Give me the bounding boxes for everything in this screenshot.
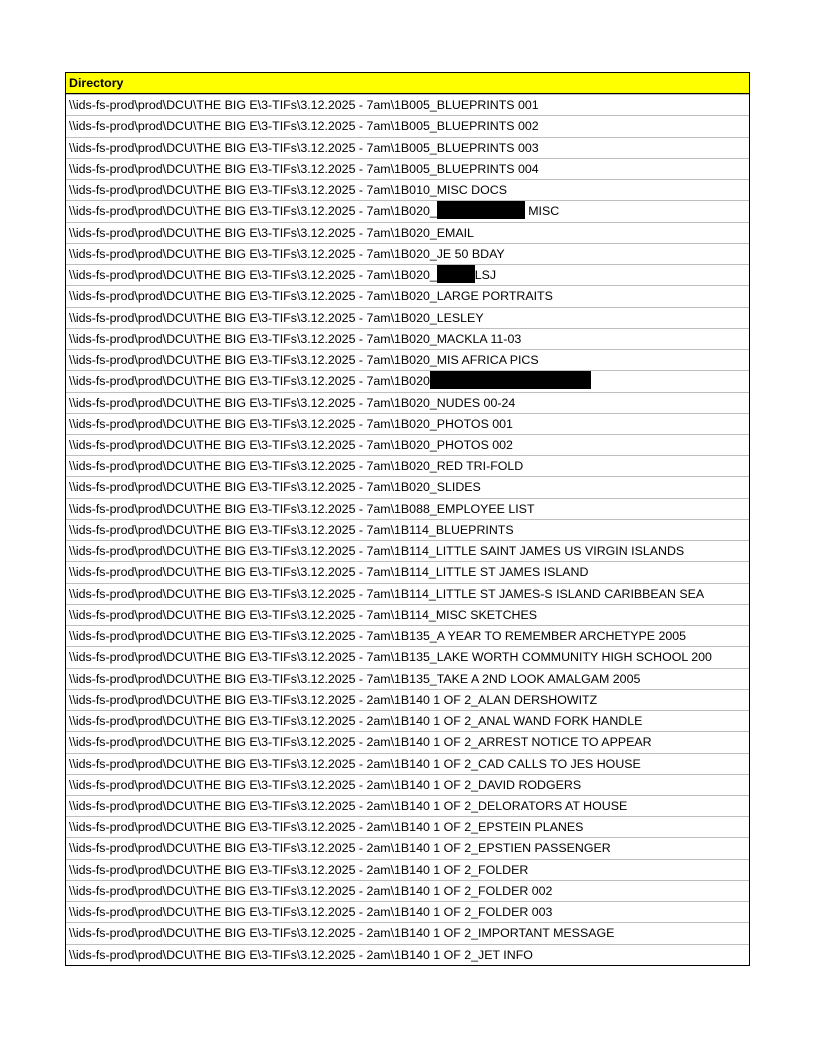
directory-path: \\ids-fs-prod\prod\DCU\THE BIG E\3-TIFs\3.12.2025 - 2am\1B140 1 OF 2_CAD CALLS TO JES HOUSE [69,756,641,771]
directory-path: \\ids-fs-prod\prod\DCU\THE BIG E\3-TIFs\3.12.2025 - 2am\1B140 1 OF 2_EPSTIEN PASSENGER [69,841,611,856]
table-row [66,137,749,158]
redaction-block [430,371,591,389]
directory-path: \\ids-fs-prod\prod\DCU\THE BIG E\3-TIFs\3.12.2025 - 7am\1B005_BLUEPRINTS 001 [69,98,539,113]
table-row [66,583,749,604]
table-row [66,200,749,221]
directory-path: \\ids-fs-prod\prod\DCU\THE BIG E\3-TIFs\3.12.2025 - 7am\1B114_LITTLE SAINT JAMES US VIRGIN ISLANDS [69,544,685,559]
table-row [66,328,749,349]
directory-path: \\ids-fs-prod\prod\DCU\THE BIG E\3-TIFs\3.12.2025 - 7am\1B005_BLUEPRINTS 002 [69,119,539,134]
table-row [66,901,749,922]
table-row [66,94,749,115]
table-row [66,816,749,837]
directory-path: \\ids-fs-prod\prod\DCU\THE BIG E\3-TIFs\3.12.2025 - 7am\1B020_EMAIL [69,225,474,240]
table-row [66,222,749,243]
table-row [66,710,749,731]
directory-path: \\ids-fs-prod\prod\DCU\THE BIG E\3-TIFs\3.12.2025 - 7am\1B020 [69,374,430,389]
table-row [66,519,749,540]
redaction-block [437,201,525,219]
table-row [66,540,749,561]
directory-path: \\ids-fs-prod\prod\DCU\THE BIG E\3-TIFs\3.12.2025 - 2am\1B140 1 OF 2_JET INFO [69,947,533,962]
directory-table [65,72,750,966]
table-row [66,392,749,413]
directory-path: \\ids-fs-prod\prod\DCU\THE BIG E\3-TIFs\3.12.2025 - 7am\1B010_MISC DOCS [69,183,507,198]
directory-path: \\ids-fs-prod\prod\DCU\THE BIG E\3-TIFs\3.12.2025 - 7am\1B135_LAKE WORTH COMMUNITY HIGH SCHOOL 200 [69,650,712,665]
table-row [66,115,749,136]
directory-path: \\ids-fs-prod\prod\DCU\THE BIG E\3-TIFs\3.12.2025 - 7am\1B114_MISC SKETCHES [69,607,538,622]
table-row [66,455,749,476]
directory-path: \\ids-fs-prod\prod\DCU\THE BIG E\3-TIFs\3.12.2025 - 7am\1B005_BLUEPRINTS 004 [69,161,539,176]
table-row [66,774,749,795]
directory-path: \\ids-fs-prod\prod\DCU\THE BIG E\3-TIFs\3.12.2025 - 2am\1B140 1 OF 2_ANAL WAND FORK HANDLE [69,714,643,729]
table-row [66,476,749,497]
directory-path: \\ids-fs-prod\prod\DCU\THE BIG E\3-TIFs\3.12.2025 - 7am\1B020_NUDES 00-24 [69,395,516,410]
table-row [66,434,749,455]
table-row [66,944,749,965]
table-row [66,158,749,179]
directory-path: \\ids-fs-prod\prod\DCU\THE BIG E\3-TIFs\3.12.2025 - 2am\1B140 1 OF 2_EPSTEIN PLANES [69,820,584,835]
redaction-block [437,265,475,283]
directory-path: \\ids-fs-prod\prod\DCU\THE BIG E\3-TIFs\3.12.2025 - 7am\1B020_ [69,268,437,283]
directory-path: \\ids-fs-prod\prod\DCU\THE BIG E\3-TIFs\3.12.2025 - 7am\1B020_LARGE PORTRAITS [69,289,553,304]
directory-path: \\ids-fs-prod\prod\DCU\THE BIG E\3-TIFs\3.12.2025 - 7am\1B020_MIS AFRICA PICS [69,353,539,368]
directory-path: \\ids-fs-prod\prod\DCU\THE BIG E\3-TIFs\3.12.2025 - 2am\1B140 1 OF 2_DELORATORS AT HOUSE [69,798,628,813]
directory-path: \\ids-fs-prod\prod\DCU\THE BIG E\3-TIFs\3.12.2025 - 7am\1B020_PHOTOS 001 [69,416,513,431]
directory-path: \\ids-fs-prod\prod\DCU\THE BIG E\3-TIFs\3.12.2025 - 7am\1B020_JE 50 BDAY [69,246,505,261]
directory-path: \\ids-fs-prod\prod\DCU\THE BIG E\3-TIFs\3.12.2025 - 7am\1B135_A YEAR TO REMEMBER ARCHETYPE 2005 [69,629,687,644]
directory-path: \\ids-fs-prod\prod\DCU\THE BIG E\3-TIFs\3.12.2025 - 7am\1B005_BLUEPRINTS 003 [69,140,539,155]
directory-path: \\ids-fs-prod\prod\DCU\THE BIG E\3-TIFs\3.12.2025 - 2am\1B140 1 OF 2_FOLDER 003 [69,905,553,920]
table-row [66,413,749,434]
directory-path: \\ids-fs-prod\prod\DCU\THE BIG E\3-TIFs\3.12.2025 - 2am\1B140 1 OF 2_IMPORTANT MESSAGE [69,926,615,941]
table-row [66,880,749,901]
table-row [66,646,749,667]
directory-path: \\ids-fs-prod\prod\DCU\THE BIG E\3-TIFs\3.12.2025 - 7am\1B020_PHOTOS 002 [69,437,513,452]
table-row [66,179,749,200]
directory-path-suffix: LSJ [474,268,497,283]
directory-path: \\ids-fs-prod\prod\DCU\THE BIG E\3-TIFs\3.12.2025 - 7am\1B114_BLUEPRINTS [69,522,514,537]
table-row [66,264,749,285]
directory-path: \\ids-fs-prod\prod\DCU\THE BIG E\3-TIFs\3.12.2025 - 7am\1B020_ [69,204,437,219]
table-row [66,307,749,328]
directory-path: \\ids-fs-prod\prod\DCU\THE BIG E\3-TIFs\3.12.2025 - 2am\1B140 1 OF 2_ALAN DERSHOWITZ [69,692,598,707]
table-row [66,349,749,370]
table-row [66,604,749,625]
directory-path: \\ids-fs-prod\prod\DCU\THE BIG E\3-TIFs\3.12.2025 - 2am\1B140 1 OF 2_DAVID RODGERS [69,777,582,792]
table-row [66,837,749,858]
table-row [66,668,749,689]
table-row [66,689,749,710]
directory-path: \\ids-fs-prod\prod\DCU\THE BIG E\3-TIFs\3.12.2025 - 2am\1B140 1 OF 2_FOLDER 002 [69,883,553,898]
directory-path: \\ids-fs-prod\prod\DCU\THE BIG E\3-TIFs\3.12.2025 - 7am\1B020_SLIDES [69,480,481,495]
table-row [66,922,749,943]
directory-path: \\ids-fs-prod\prod\DCU\THE BIG E\3-TIFs\3.12.2025 - 2am\1B140 1 OF 2_ARREST NOTICE TO APPEAR [69,735,652,750]
directory-path: \\ids-fs-prod\prod\DCU\THE BIG E\3-TIFs\3.12.2025 - 2am\1B140 1 OF 2_FOLDER [69,862,529,877]
table-row [66,859,749,880]
directory-path: \\ids-fs-prod\prod\DCU\THE BIG E\3-TIFs\3.12.2025 - 7am\1B020_MACKLA 11-03 [69,331,522,346]
table-header-directory: Directory [66,73,749,94]
table-row [66,243,749,264]
table-row [66,795,749,816]
table-row [66,498,749,519]
directory-path: \\ids-fs-prod\prod\DCU\THE BIG E\3-TIFs\3.12.2025 - 7am\1B020_RED TRI-FOLD [69,459,524,474]
directory-path: \\ids-fs-prod\prod\DCU\THE BIG E\3-TIFs\3.12.2025 - 7am\1B114_LITTLE ST JAMES-S ISLAND CARIBBEAN SEA [69,586,705,601]
table-row [66,753,749,774]
table-row [66,731,749,752]
directory-path: \\ids-fs-prod\prod\DCU\THE BIG E\3-TIFs\3.12.2025 - 7am\1B135_TAKE A 2ND LOOK AMALGAM 2005 [69,671,641,686]
table-row [66,561,749,582]
table-row [66,285,749,306]
directory-path: \\ids-fs-prod\prod\DCU\THE BIG E\3-TIFs\3.12.2025 - 7am\1B088_EMPLOYEE LIST [69,501,535,516]
directory-path: \\ids-fs-prod\prod\DCU\THE BIG E\3-TIFs\3.12.2025 - 7am\1B114_LITTLE ST JAMES ISLAND [69,565,589,580]
table-row [66,625,749,646]
table-row [66,370,749,391]
table-body [66,94,749,965]
directory-path-suffix: MISC [524,204,560,219]
directory-path: \\ids-fs-prod\prod\DCU\THE BIG E\3-TIFs\3.12.2025 - 7am\1B020_LESLEY [69,310,484,325]
